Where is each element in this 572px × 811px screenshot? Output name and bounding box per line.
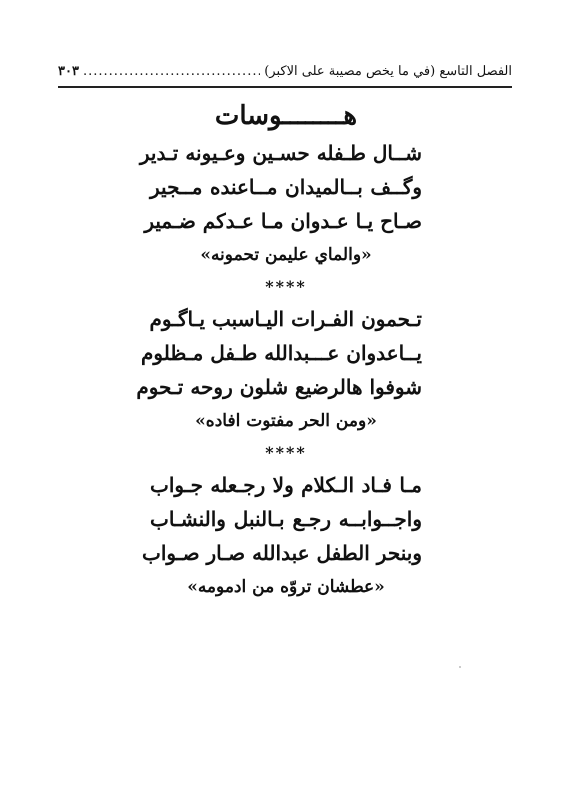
header-leader-dots bbox=[83, 64, 260, 79]
verse-line: وبنحر الطفل عبدالله صـار صـواب bbox=[142, 541, 422, 565]
stanza-separator: **** bbox=[265, 443, 307, 462]
stanza-refrain: «والماي عليمن تحمونه» bbox=[200, 245, 372, 265]
stanza-refrain: «عطشان تروّه من ادمومه» bbox=[187, 577, 385, 597]
page-number: ٣٠٣ bbox=[58, 63, 79, 79]
verse-line: تـحمون الفـرات اليـاسبب يـاگـوم bbox=[149, 307, 422, 331]
verse-line: صـاح يـا عـدوان مـا عـدكم ضـمير bbox=[144, 209, 422, 233]
verse-line: مـا فـاد الـكلام ولا رجـعله جـواب bbox=[150, 473, 422, 497]
stanza-3 bbox=[142, 468, 422, 604]
verse-line: شوفوا هالرضيع شلون روحه تـحوم bbox=[136, 375, 422, 399]
stanza-refrain: «ومن الحر مفتوت افاده» bbox=[195, 411, 377, 431]
stanza-2 bbox=[136, 302, 422, 438]
chapter-title: الفصل التاسع (في ما يخص مصيبة على الاكبر) bbox=[264, 63, 512, 79]
running-header bbox=[58, 60, 512, 82]
verse-line: واجــوابــه رجـع بـالنبل والنشـاب bbox=[150, 507, 422, 531]
verse-line: يــاعدوان عـــبدالله طـفل مـظلوم bbox=[141, 341, 422, 365]
stanza-1 bbox=[139, 136, 422, 272]
header-rule bbox=[58, 86, 512, 88]
paper-speck bbox=[459, 666, 461, 668]
poem-title: هــــــــوسات bbox=[214, 101, 358, 131]
verse-line: وگــف بــالميدان مــاعنده مــجير bbox=[150, 175, 422, 199]
stanza-separator: **** bbox=[265, 277, 307, 296]
verse-line: شــال طـفله حسـين وعـيونه تـدير bbox=[139, 141, 422, 165]
poem bbox=[136, 96, 422, 604]
